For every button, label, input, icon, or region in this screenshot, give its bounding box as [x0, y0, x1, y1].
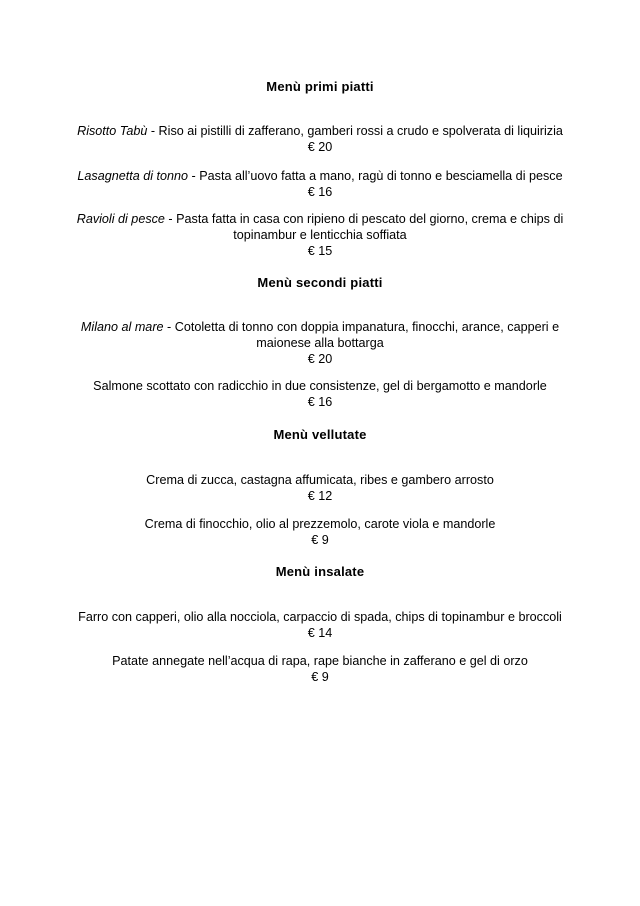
dish-item: [60, 609, 580, 641]
dish-item: [60, 516, 580, 548]
dish-text-continued: maionese alla bottarga: [256, 336, 384, 350]
dish-price: € 20: [307, 140, 333, 154]
dish-name: Milano al mare: [80, 320, 164, 334]
section-title-vellutate: Menù vellutate: [273, 427, 367, 442]
dish-name: Ravioli di pesce: [76, 212, 165, 226]
dish-separator: -: [147, 124, 159, 138]
section-title-secondi: Menù secondi piatti: [257, 275, 383, 290]
dish-item: [60, 211, 580, 259]
dish-item: [60, 653, 580, 685]
dish-text: Pasta fatta in casa con ripieno di pescato del giorno, crema e chips di: [176, 212, 564, 226]
dish-price: € 16: [307, 395, 333, 409]
dish-price: € 20: [307, 352, 333, 366]
dish-price: € 15: [307, 244, 333, 258]
section-title-primi: Menù primi piatti: [266, 79, 374, 94]
dish-separator: -: [164, 212, 177, 226]
section-title-insalate: Menù insalate: [275, 564, 365, 579]
dish-text: Pasta all’uovo fatta a mano, ragù di tonno e besciamella di pesce: [199, 169, 563, 183]
dish-description: Patate annegate nell’acqua di rapa, rape bianche in zafferano e gel di orzo: [112, 654, 528, 668]
dish-price: € 9: [311, 670, 329, 684]
dish-price: € 9: [311, 533, 329, 547]
dish-description: [60, 123, 580, 139]
dish-text: Cotoletta di tonno con doppia impanatura, finocchi, arance, capperi e: [174, 320, 560, 334]
dish-price: € 14: [307, 626, 333, 640]
dish-description: [60, 319, 580, 335]
dish-separator: -: [188, 169, 200, 183]
dish-item: [60, 123, 580, 155]
dish-text: Riso ai pistilli di zafferano, gamberi rossi a crudo e spolverata di liquirizia: [158, 124, 563, 138]
dish-item: [60, 168, 580, 200]
dish-item: [60, 378, 580, 410]
dish-description: Farro con capperi, olio alla nocciola, carpaccio di spada, chips di topinambur e broccoli: [78, 610, 562, 624]
dish-name: Lasagnetta di tonno: [77, 169, 189, 183]
dish-name: Risotto Tabù: [77, 124, 148, 138]
dish-description: Salmone scottato con radicchio in due consistenze, gel di bergamotto e mandorle: [93, 379, 547, 393]
dish-description: Crema di finocchio, olio al prezzemolo, carote viola e mandorle: [144, 517, 496, 531]
dish-description: Crema di zucca, castagna affumicata, ribes e gambero arrosto: [146, 473, 494, 487]
dish-item: [60, 319, 580, 367]
dish-description: [60, 211, 580, 227]
dish-price: € 12: [307, 489, 333, 503]
dish-separator: -: [163, 320, 175, 334]
dish-description: [60, 168, 580, 184]
dish-item: [60, 472, 580, 504]
dish-text-continued: topinambur e lenticchia soffiata: [233, 228, 407, 242]
dish-price: € 16: [307, 185, 333, 199]
